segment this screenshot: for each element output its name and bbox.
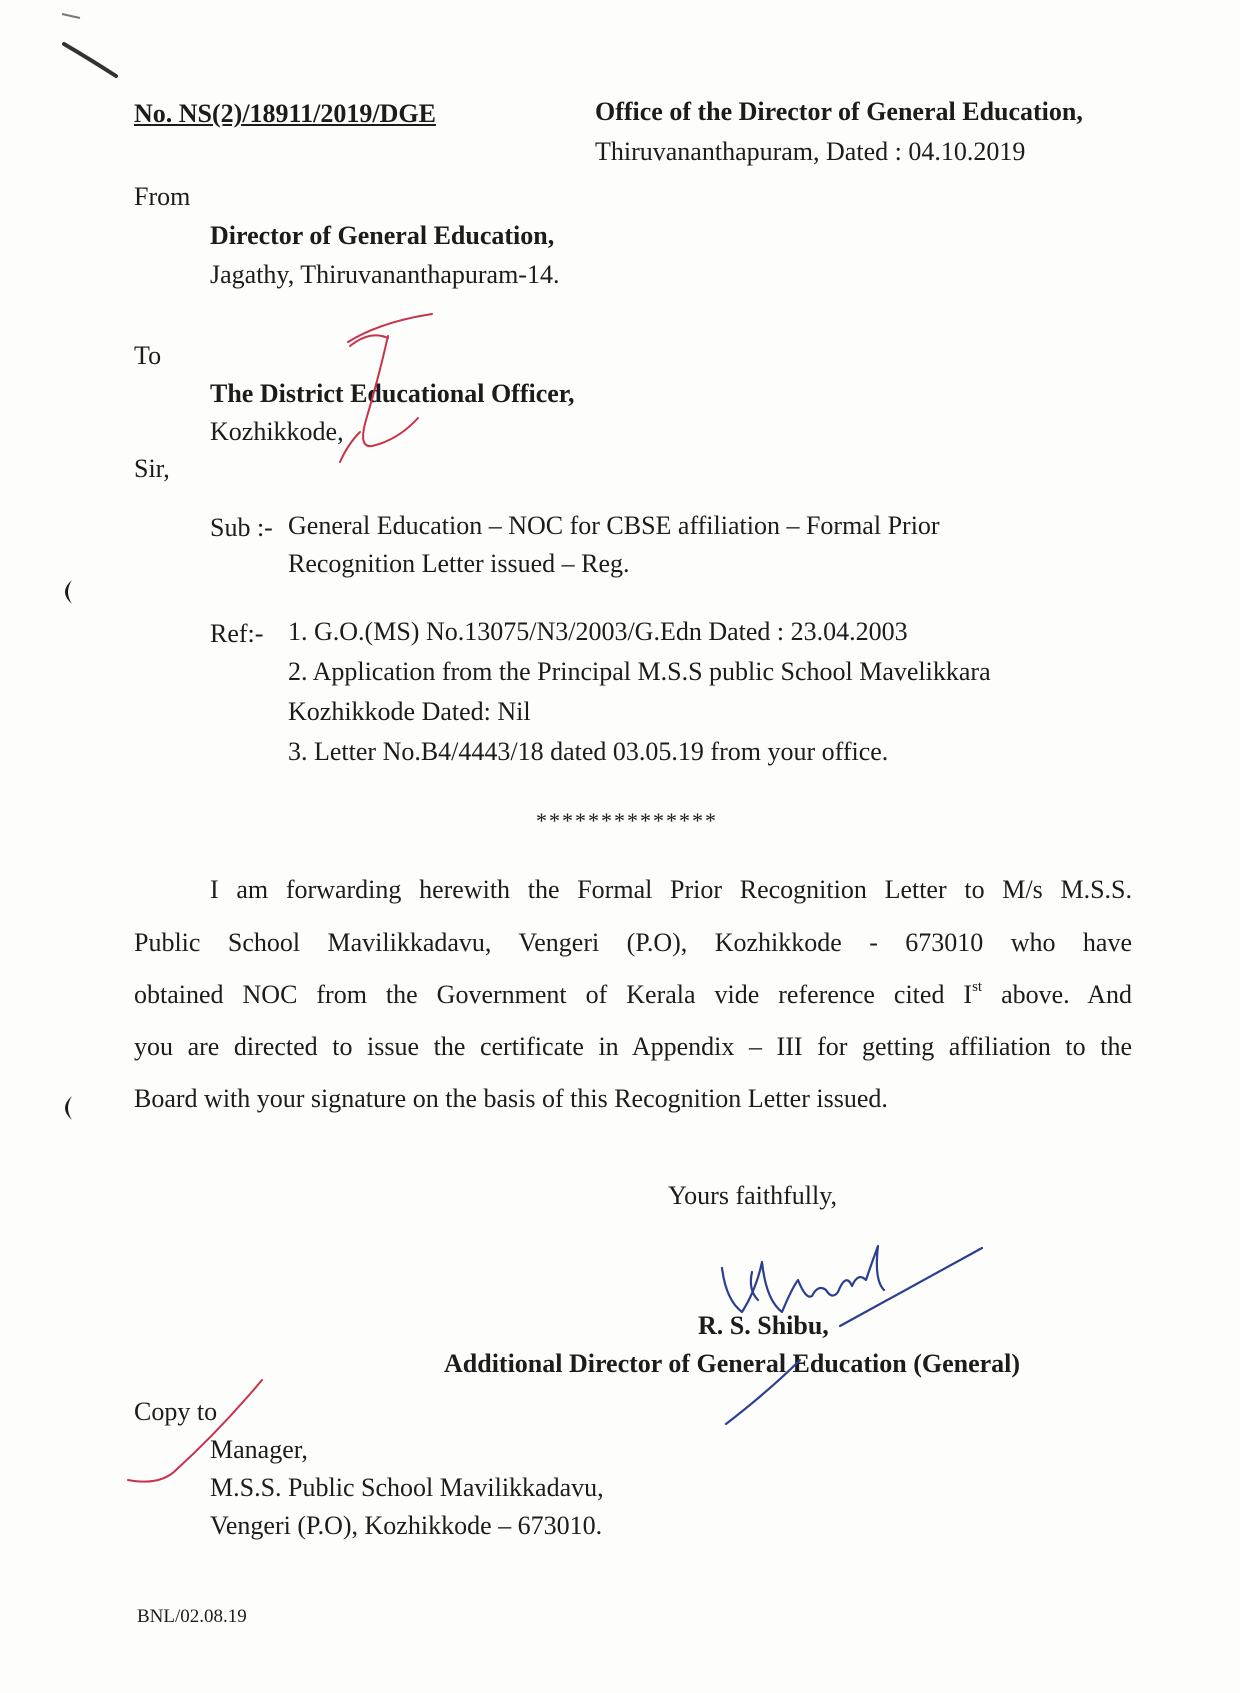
subject-line-1: General Education – NOC for CBSE affiliation – Formal Prior — [288, 511, 940, 540]
body-line-1: I am forwarding herewith the Formal Prior Recognition Letter to M/s M.S.S. — [210, 875, 1132, 904]
copy-to-label: Copy to — [134, 1397, 218, 1426]
signatory-name: R. S. Shibu, — [698, 1311, 829, 1340]
reference-prefix: Ref:- — [210, 619, 264, 648]
from-name: Director of General Education, — [210, 221, 555, 250]
to-label: To — [134, 341, 162, 370]
office-heading: Office of the Director of General Education, — [595, 97, 1083, 126]
letter-number: No. NS(2)/18911/2019/DGE — [134, 99, 436, 128]
reference-2-continued: Kozhikkode Dated: Nil — [288, 697, 531, 726]
reference-3: 3. Letter No.B4/4443/18 dated 03.05.19 from your office. — [288, 737, 889, 766]
copy-recipient-2: M.S.S. Public School Mavilikkadavu, — [210, 1473, 604, 1502]
to-name: The District Educational Officer, — [210, 379, 575, 408]
copy-recipient-1: Manager, — [210, 1435, 308, 1464]
body-line-3-text: obtained NOC from the Government of Kerala vide reference cited I — [134, 980, 973, 1009]
from-address: Jagathy, Thiruvananthapuram-14. — [210, 260, 560, 289]
salutation: Sir, — [134, 454, 170, 483]
from-label: From — [134, 182, 191, 211]
body-line-3-text-end: above. And — [982, 980, 1132, 1009]
closing: Yours faithfully, — [668, 1181, 838, 1210]
place-date: Thiruvananthapuram, Dated : 04.10.2019 — [595, 137, 1026, 166]
ordinal-superscript: st — [972, 979, 983, 995]
scan-dash-mark — [62, 14, 80, 18]
scan-stroke-mark — [64, 44, 116, 76]
body-line-4: you are directed to issue the certificate in Appendix – III for getting affiliation to the — [134, 1032, 1132, 1061]
subject-line-2: Recognition Letter issued – Reg. — [288, 549, 630, 578]
signatory-title: Additional Director of General Education (General) — [444, 1349, 1021, 1378]
body-line-5: Board with your signature on the basis of this Recognition Letter issued. — [134, 1084, 888, 1113]
subject-prefix: Sub :- — [210, 513, 273, 542]
copy-recipient-3: Vengeri (P.O), Kozhikkode – 673010. — [210, 1511, 603, 1540]
reference-1: 1. G.O.(MS) No.13075/N3/2003/G.Edn Dated : 23.04.2003 — [288, 617, 908, 646]
punch-hole-icon — [65, 1096, 72, 1120]
reference-2: 2. Application from the Principal M.S.S public School Mavelikkara — [288, 657, 991, 686]
to-address: Kozhikkode, — [210, 417, 344, 446]
punch-hole-icon — [65, 580, 72, 604]
separator-stars: ************** — [536, 808, 718, 833]
body-line-2: Public School Mavilikkadavu, Vengeri (P.O), Kozhikkode - 673010 who have — [134, 928, 1132, 957]
body-line-3 — [134, 980, 1132, 1010]
footer-code: BNL/02.08.19 — [137, 1606, 247, 1627]
